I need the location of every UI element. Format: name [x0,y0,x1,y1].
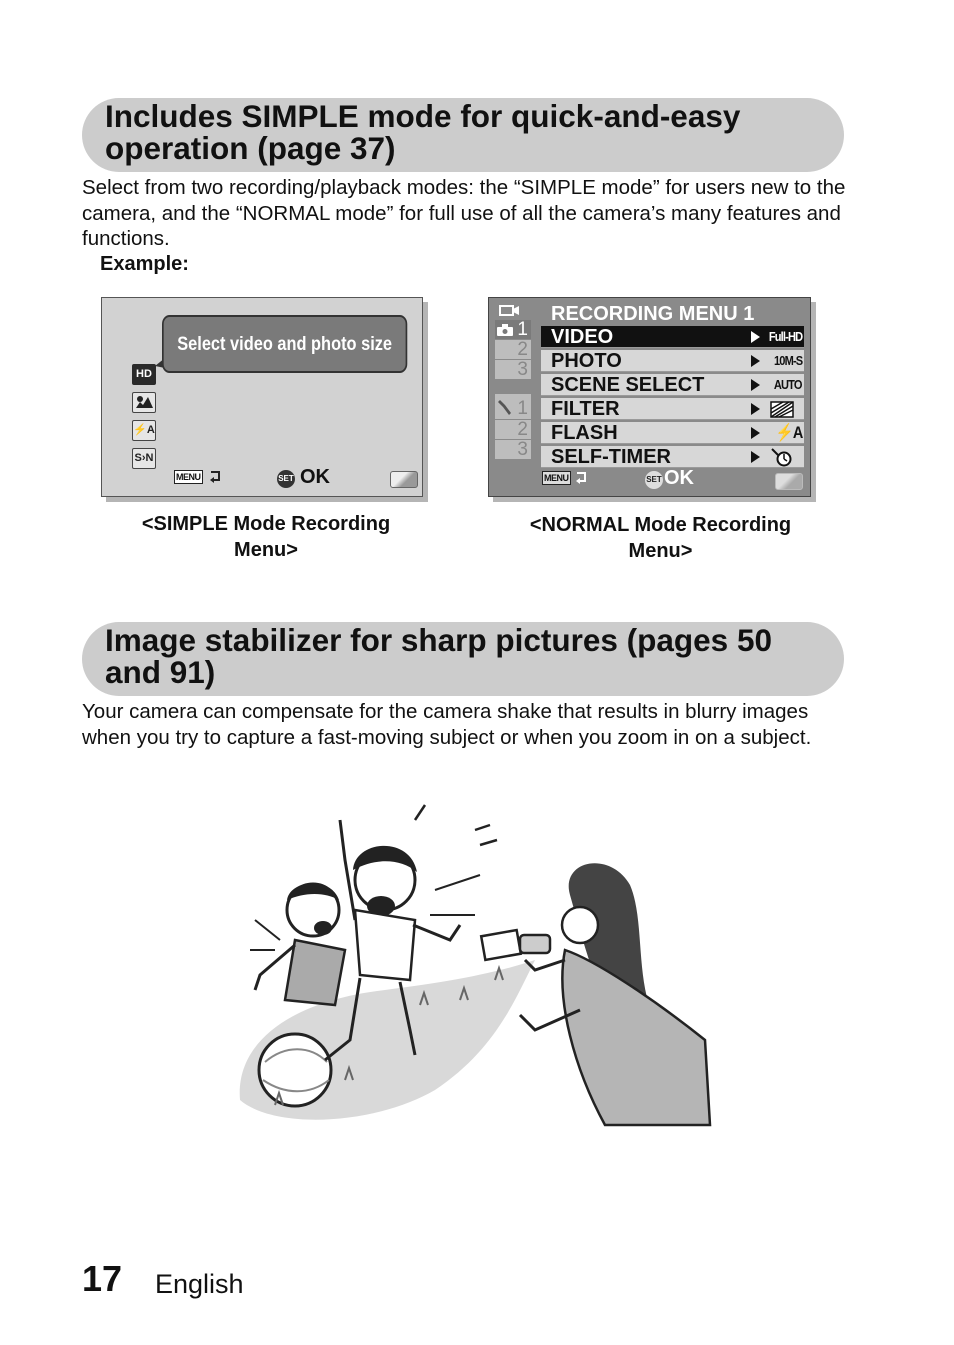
tab-number: 2 [517,339,528,360]
page-language: English [155,1269,244,1299]
row-value: 10M-S [773,353,802,368]
filter-icon [770,401,794,418]
video-tab-icon [499,304,521,316]
simple-caption [101,511,431,563]
ok-label: OK [664,467,694,489]
menu-button-icon: MENU [176,472,201,482]
menu-row-flash[interactable] [541,422,804,444]
menu-row-filter[interactable] [541,398,804,420]
tab-number: 2 [517,419,528,440]
row-label: PHOTO [551,350,622,372]
section-header-simple-mode [82,98,844,172]
return-icon [574,471,588,485]
row-value: ⚡A [775,423,802,442]
kids-soccer-illustration [235,800,715,1130]
set-button-icon: SET [645,471,663,489]
set-button-icon: SET [277,470,295,488]
caption-line: <SIMPLE Mode Recording [141,513,391,535]
tab-number: 3 [517,439,528,460]
row-label: SCENE SELECT [551,374,705,396]
tab-number: 3 [517,359,528,380]
tab-camera-3[interactable] [495,360,531,380]
menu-row-photo[interactable] [541,350,804,372]
section-title: Includes SIMPLE mode for quick-and-easy operation (page 37) [105,98,741,166]
menu-row-video[interactable] [541,326,804,348]
normal-mode-screen [488,297,811,497]
menu-title: RECORDING MENU 1 [551,303,755,325]
simple-normal-switch-icon: S›N [132,448,156,469]
arrow-right-icon [751,451,760,463]
tooltip-select-size: Select video and photo size [162,315,407,373]
caption-line: Menu> [628,540,693,562]
tab-number: 1 [517,319,528,340]
menu-row-self-timer[interactable] [541,446,804,468]
caption-line: <NORMAL Mode Recording [529,514,792,536]
menu-row-scene-select[interactable] [541,374,804,396]
arrow-right-icon [751,427,760,439]
tab-camera-1[interactable] [495,320,531,340]
scene-icon [132,392,156,413]
example-label: Example: [100,253,189,275]
tab-settings-3[interactable] [495,440,531,460]
flash-auto-icon: ⚡A [132,420,156,441]
row-value: AUTO [774,377,802,392]
camera-icon [497,324,513,336]
row-label: FLASH [551,422,618,444]
hd-size-icon: HD [132,364,156,385]
arrow-right-icon [751,331,760,343]
menu-button-icon: MENU [544,473,569,483]
section-body: Your camera can compensate for the camera shake that results in blurry images when you try to capture a fast-moving subject or when you zoom in on a subject. [82,700,812,749]
section-header-image-stabilizer [82,622,844,696]
arrow-right-icon [751,403,760,415]
row-label: SELF-TIMER [551,446,671,468]
section-body: Select from two recording/playback modes: the “SIMPLE mode” for users new to the camera, and the “NORMAL mode” for full use of all the camera’s many features and functions. [82,176,846,250]
return-icon [208,470,222,484]
timer-icon [770,447,794,467]
row-label: VIDEO [551,326,614,348]
row-value: Full-HD [768,329,802,344]
ok-label: OK [300,466,330,488]
row-label: FILTER [551,398,620,420]
page-number: 17 [82,1258,123,1299]
section-title: Image stabilizer for sharp pictures (pages 50 and 91) [105,622,772,690]
tab-settings-2[interactable] [495,420,531,440]
normal-caption [488,512,833,564]
battery-icon [775,473,803,490]
battery-icon [390,471,418,488]
arrow-right-icon [751,355,760,367]
tab-number: 1 [517,398,528,419]
simple-mode-screen [101,297,423,497]
wrench-icon [497,398,513,416]
caption-line: Menu> [234,539,298,561]
tab-camera-2[interactable] [495,340,531,360]
tab-settings-1[interactable] [495,394,531,420]
arrow-right-icon [751,379,760,391]
